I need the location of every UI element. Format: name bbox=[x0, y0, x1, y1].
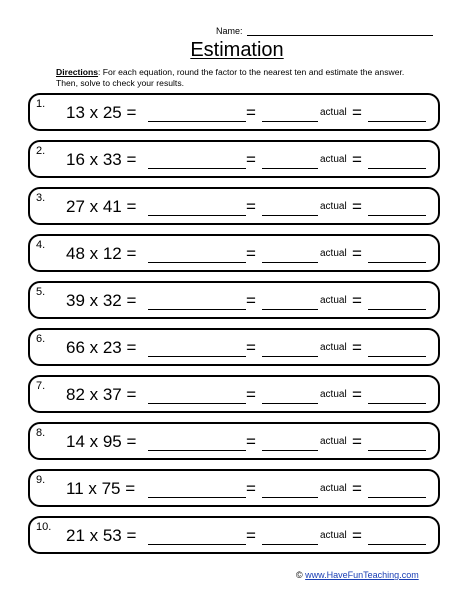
actual-blank[interactable] bbox=[368, 262, 426, 263]
actual-blank[interactable] bbox=[368, 403, 426, 404]
problem-number: 7. bbox=[36, 380, 46, 392]
rounded-blank[interactable] bbox=[148, 215, 246, 216]
directions-text: : For each equation, round the factor to the nearest ten and estimate the answer. Then, solve to check your results. bbox=[56, 67, 405, 88]
problem-expression: 11 x 75 = bbox=[66, 479, 136, 498]
problem-row bbox=[28, 422, 440, 460]
estimate-blank[interactable] bbox=[262, 356, 318, 357]
rounded-blank[interactable] bbox=[148, 403, 246, 404]
name-blank[interactable] bbox=[247, 35, 433, 36]
problem-row bbox=[28, 281, 440, 319]
page-title: Estimation bbox=[190, 39, 284, 61]
actual-blank[interactable] bbox=[368, 168, 426, 169]
equals-sign: = bbox=[246, 150, 256, 169]
equals-sign: = bbox=[352, 479, 362, 498]
equals-sign: = bbox=[246, 385, 256, 404]
rounded-blank[interactable] bbox=[148, 450, 246, 451]
actual-label: actual bbox=[320, 295, 347, 306]
problem-expression: 21 x 53 = bbox=[66, 526, 137, 545]
problem-number: 9. bbox=[36, 474, 46, 486]
actual-label: actual bbox=[320, 201, 347, 212]
problem-row bbox=[28, 375, 440, 413]
equals-sign: = bbox=[352, 244, 362, 263]
equals-sign: = bbox=[352, 385, 362, 404]
actual-blank[interactable] bbox=[368, 356, 426, 357]
name-field bbox=[216, 24, 436, 38]
directions-label: Directions bbox=[56, 67, 99, 77]
problem-row bbox=[28, 140, 440, 178]
actual-label: actual bbox=[320, 248, 347, 259]
estimate-blank[interactable] bbox=[262, 497, 318, 498]
copyright-symbol: © bbox=[296, 570, 306, 580]
problem-number: 2. bbox=[36, 145, 46, 157]
problem-row bbox=[28, 516, 440, 554]
problem-expression: 82 x 37 = bbox=[66, 385, 137, 404]
equals-sign: = bbox=[246, 479, 256, 498]
equals-sign: = bbox=[246, 244, 256, 263]
problem-expression: 48 x 12 = bbox=[66, 244, 137, 263]
problem-number: 10. bbox=[36, 521, 52, 533]
problem-expression: 39 x 32 = bbox=[66, 291, 137, 310]
actual-label: actual bbox=[320, 389, 347, 400]
actual-label: actual bbox=[320, 154, 347, 165]
problem-expression: 16 x 33 = bbox=[66, 150, 137, 169]
equals-sign: = bbox=[246, 526, 256, 545]
problem-number: 3. bbox=[36, 192, 46, 204]
rounded-blank[interactable] bbox=[148, 497, 246, 498]
problem-expression: 66 x 23 = bbox=[66, 338, 137, 357]
actual-label: actual bbox=[320, 342, 347, 353]
name-label: Name: bbox=[216, 26, 243, 36]
problem-expression: 13 x 25 = bbox=[66, 103, 137, 122]
equals-sign: = bbox=[246, 103, 256, 122]
estimate-blank[interactable] bbox=[262, 215, 318, 216]
problem-number: 6. bbox=[36, 333, 46, 345]
equals-sign: = bbox=[352, 432, 362, 451]
equals-sign: = bbox=[246, 291, 256, 310]
problem-row bbox=[28, 187, 440, 225]
rounded-blank[interactable] bbox=[148, 168, 246, 169]
problem-number: 8. bbox=[36, 427, 46, 439]
problem-expression: 27 x 41 = bbox=[66, 197, 137, 216]
problem-row bbox=[28, 469, 440, 507]
equals-sign: = bbox=[352, 291, 362, 310]
actual-blank[interactable] bbox=[368, 121, 426, 122]
actual-blank[interactable] bbox=[368, 215, 426, 216]
rounded-blank[interactable] bbox=[148, 356, 246, 357]
problem-row bbox=[28, 93, 440, 131]
equals-sign: = bbox=[352, 197, 362, 216]
equals-sign: = bbox=[352, 150, 362, 169]
estimate-blank[interactable] bbox=[262, 121, 318, 122]
estimate-blank[interactable] bbox=[262, 168, 318, 169]
rounded-blank[interactable] bbox=[148, 121, 246, 122]
equals-sign: = bbox=[352, 526, 362, 545]
estimate-blank[interactable] bbox=[262, 403, 318, 404]
actual-blank[interactable] bbox=[368, 309, 426, 310]
estimate-blank[interactable] bbox=[262, 262, 318, 263]
footer-credit bbox=[296, 570, 419, 581]
actual-label: actual bbox=[320, 436, 347, 447]
estimate-blank[interactable] bbox=[262, 309, 318, 310]
equals-sign: = bbox=[246, 197, 256, 216]
equals-sign: = bbox=[246, 432, 256, 451]
problem-row bbox=[28, 234, 440, 272]
directions bbox=[56, 67, 416, 89]
equals-sign: = bbox=[246, 338, 256, 357]
problem-row bbox=[28, 328, 440, 366]
estimate-blank[interactable] bbox=[262, 544, 318, 545]
problem-number: 1. bbox=[36, 98, 46, 110]
actual-blank[interactable] bbox=[368, 450, 426, 451]
rounded-blank[interactable] bbox=[148, 262, 246, 263]
equals-sign: = bbox=[352, 338, 362, 357]
estimate-blank[interactable] bbox=[262, 450, 318, 451]
actual-blank[interactable] bbox=[368, 544, 426, 545]
equals-sign: = bbox=[352, 103, 362, 122]
rounded-blank[interactable] bbox=[148, 544, 246, 545]
site-link[interactable]: www.HaveFunTeaching.com bbox=[305, 570, 419, 580]
problem-number: 4. bbox=[36, 239, 46, 251]
rounded-blank[interactable] bbox=[148, 309, 246, 310]
problem-expression: 14 x 95 = bbox=[66, 432, 137, 451]
actual-label: actual bbox=[320, 483, 347, 494]
problem-number: 5. bbox=[36, 286, 46, 298]
actual-blank[interactable] bbox=[368, 497, 426, 498]
actual-label: actual bbox=[320, 107, 347, 118]
actual-label: actual bbox=[320, 530, 347, 541]
